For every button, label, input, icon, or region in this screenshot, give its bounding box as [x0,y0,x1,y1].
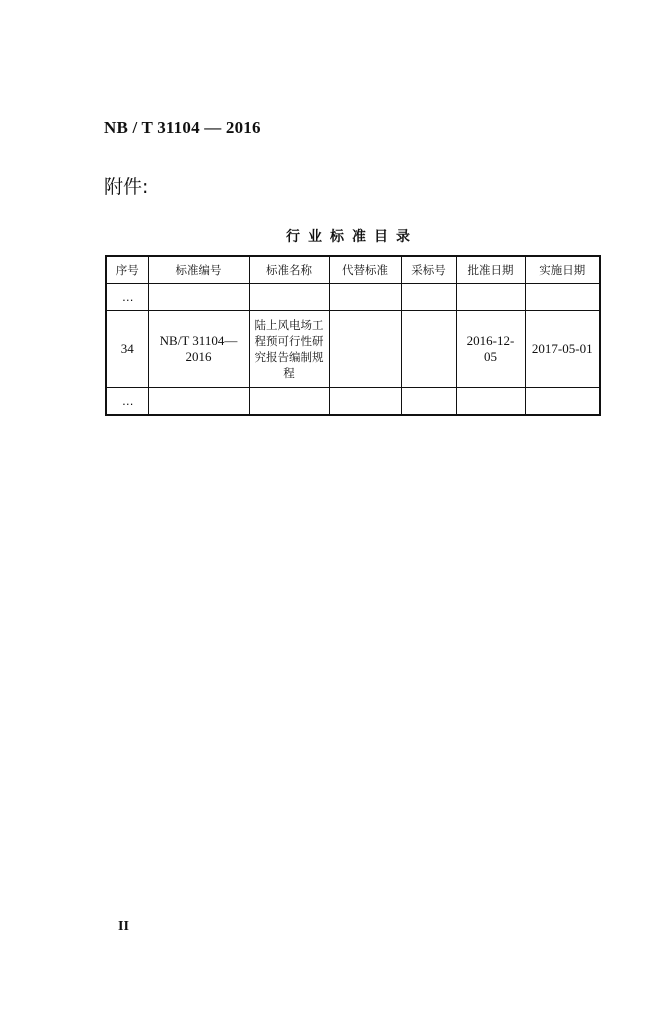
table-title: 行业标准目录 [286,229,418,245]
cell-approved [456,284,525,311]
cell-replaces [329,388,401,416]
column-header-replaces: 代替标准 [329,256,401,284]
cell-seq: 34 [106,311,148,388]
column-header-seq: 序号 [106,256,148,284]
cell-adopted [401,388,456,416]
cell-effective [525,388,600,416]
attachment-label: 附件: [104,176,149,198]
cell-adopted [401,284,456,311]
cell-effective: 2017-05-01 [525,311,600,388]
cell-seq: … [106,388,148,416]
cell-approved [456,388,525,416]
table-row [106,311,600,388]
cell-name: 陆上风电场工程预可行性研究报告编制规程 [249,311,329,388]
cell-seq: … [106,284,148,311]
cell-code: NB/T 31104—2016 [148,311,249,388]
column-header-approved: 批准日期 [456,256,525,284]
cell-code [148,284,249,311]
column-header-code: 标准编号 [148,256,249,284]
standards-catalog-table [105,255,601,416]
document-code-header: NB / T 31104 — 2016 [104,118,261,137]
cell-name [249,388,329,416]
column-header-effective: 实施日期 [525,256,600,284]
cell-effective [525,284,600,311]
column-header-adopted: 采标号 [401,256,456,284]
table-header-row [106,256,600,284]
cell-replaces [329,284,401,311]
cell-adopted [401,311,456,388]
table-row [106,388,600,416]
page-number: II [118,919,129,934]
cell-name [249,284,329,311]
cell-approved: 2016-12-05 [456,311,525,388]
table-row [106,284,600,311]
cell-code [148,388,249,416]
column-header-name: 标准名称 [249,256,329,284]
cell-replaces [329,311,401,388]
